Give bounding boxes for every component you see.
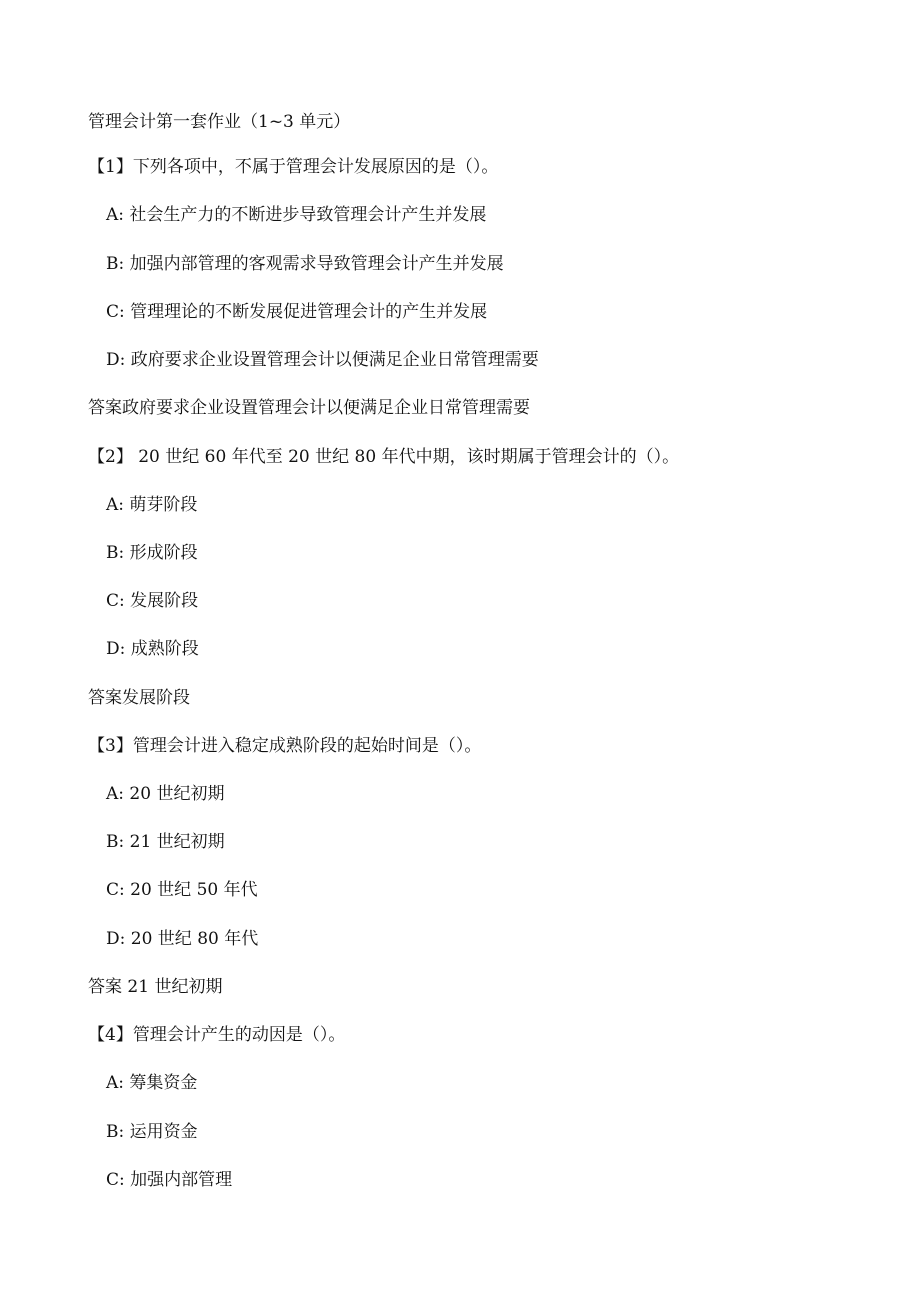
option-c: C: 管理理论的不断发展促进管理会计的产生并发展 — [106, 302, 488, 322]
question-stem: 【1】下列各项中，不属于管理会计发展原因的是（）。 — [88, 157, 499, 177]
answer-text: 答案 21 世纪初期 — [88, 977, 223, 997]
option-b: B: 运用资金 — [106, 1122, 198, 1142]
answer-text: 答案发展阶段 — [88, 688, 190, 708]
option-a: A: 萌芽阶段 — [106, 495, 198, 515]
question-stem: 【4】管理会计产生的动因是（）。 — [88, 1025, 346, 1045]
option-a: A: 社会生产力的不断进步导致管理会计产生并发展 — [106, 205, 487, 225]
question-stem: 【3】管理会计进入稳定成熟阶段的起始时间是（）。 — [88, 736, 482, 756]
option-c: C: 发展阶段 — [106, 591, 199, 611]
option-b: B: 加强内部管理的客观需求导致管理会计产生并发展 — [106, 254, 504, 274]
answer-text: 答案政府要求企业设置管理会计以便满足企业日常管理需要 — [88, 398, 530, 418]
option-d: D: 成熟阶段 — [106, 639, 199, 659]
document-title: 管理会计第一套作业（1~3 单元） — [88, 112, 351, 132]
option-a: A: 筹集资金 — [106, 1073, 198, 1093]
question-stem: 【2】 20 世纪 60 年代至 20 世纪 80 年代中期，该时期属于管理会计的（）。 — [88, 447, 680, 467]
option-b: B: 21 世纪初期 — [106, 832, 225, 852]
option-d: D: 20 世纪 80 年代 — [106, 929, 259, 949]
option-b: B: 形成阶段 — [106, 543, 198, 563]
option-c: C: 加强内部管理 — [106, 1170, 233, 1190]
option-c: C: 20 世纪 50 年代 — [106, 880, 258, 900]
option-a: A: 20 世纪初期 — [106, 784, 225, 804]
option-d: D: 政府要求企业设置管理会计以便满足企业日常管理需要 — [106, 350, 539, 370]
